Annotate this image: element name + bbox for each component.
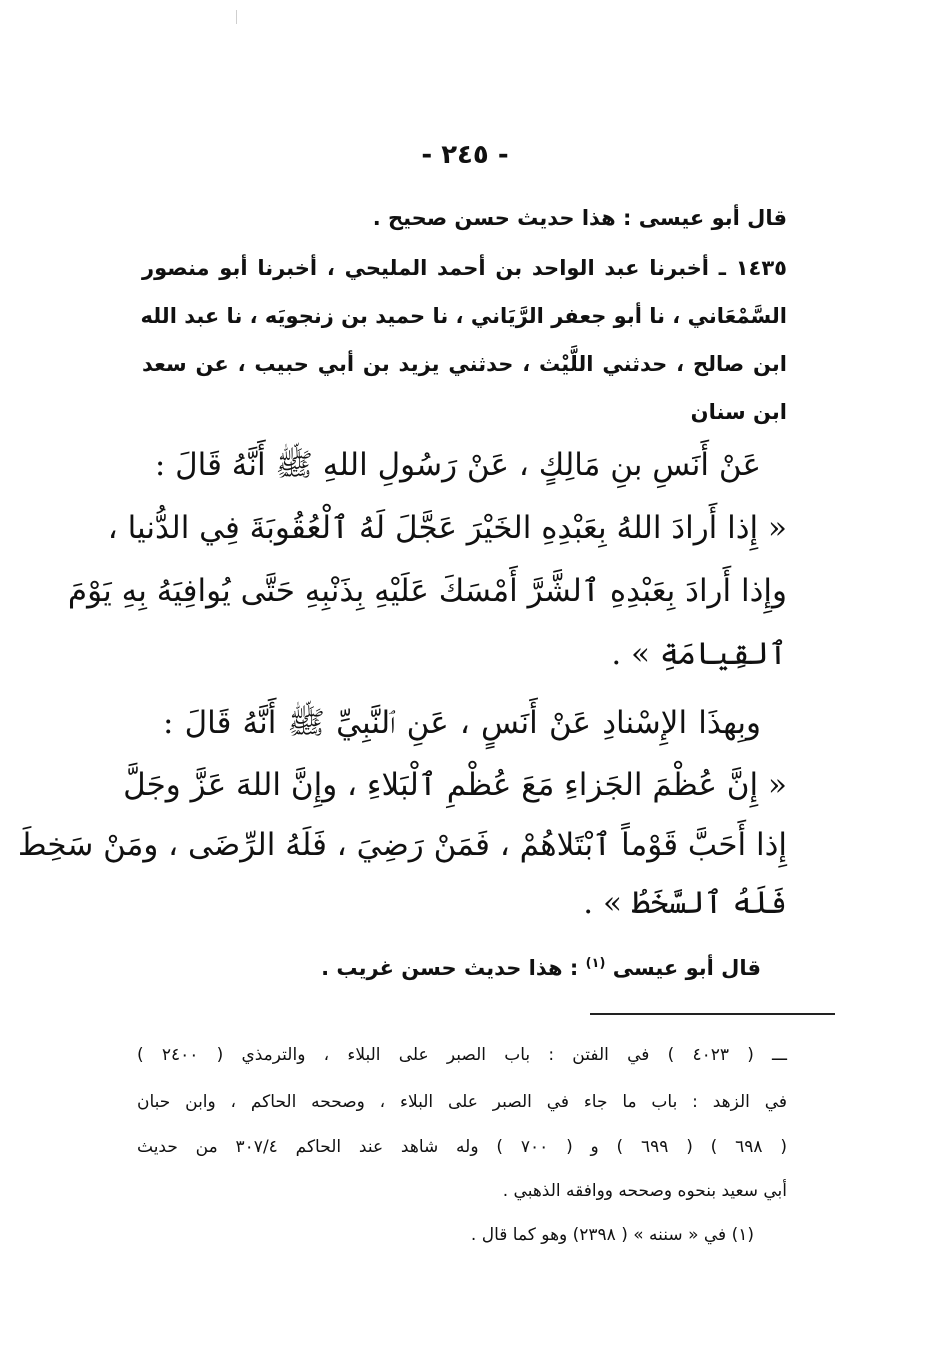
grading-verdict: : هذا حديث حسن غريب . <box>321 956 579 980</box>
hadith-1-line-1: عَنْ أَنَسِ بنِ مَالِكٍ ، عَنْ رَسُولِ اللهِ ﷺ أَنَّهُ قَالَ : <box>154 447 761 483</box>
hadith-2-line-4: فَلَهُ ٱلسَّخَطُ » . <box>583 885 787 921</box>
footnote-line-4: أبي سعيد بنحوه وصححه ووافقه الذهبي . <box>502 1181 787 1201</box>
page-number: - ٢٤٥ - <box>421 140 509 170</box>
hadith-1-line-2: « إِذا أَرادَ اللهُ بِعَبْدِهِ الخَيْرَ عَجَّلَ لَهُ ٱلْعُقُوبَةَ فِي الدُّنيا ، <box>107 510 787 546</box>
grading-text: قال أبو عيسى <box>612 956 761 980</box>
hadith-2-line-2: « إِنَّ عُظْمَ الجَزاءِ مَعَ عُظْمِ ٱلْبَلاءِ ، وإِنَّ اللهَ عَزَّ وجَلَّ <box>123 767 787 803</box>
hadith-1-line-4: ٱلقِيامَةِ » . <box>611 636 787 672</box>
footnote-marker: (١) <box>585 956 606 971</box>
isnad-line-4: ابن سنان <box>690 400 787 424</box>
hadith-2-line-3: إِذا أَحَبَّ قَوْماً ٱبْتَلاهُمْ ، فَمَنْ رَضِيَ ، فَلَهُ الرِّضَى ، ومَنْ سَخِطَ <box>17 827 787 863</box>
footnote-line-1: ـــ ( ٤٠٢٣ ) في الفتن : باب الصبر على البلاء ، والترمذي ( ٢٤٠٠ ) <box>137 1045 787 1065</box>
isnad-line-2: السَّمْعَاني ، نا أبو جعفر الرَّيَاني ، نا حميد بن زنجويَه ، نا عبد الله <box>140 304 787 328</box>
grading-line-2 <box>281 944 761 988</box>
hadith-1-line-3: وإِذا أَرادَ بِعَبْدِهِ ٱلشَّرَّ أَمْسَكَ عَلَيْهِ بِذَنْبِهِ حَتَّى يُوافِيَهُ بِهِ يَوْمَ <box>67 573 787 609</box>
isnad-line-3: ابن صالح ، حدثني اللَّيْث ، حدثني يزيد بن أبي حبيب ، عن سعد <box>142 352 787 376</box>
footnote-divider <box>590 1013 835 1015</box>
note-1: (١) في « سننه » ( ٢٣٩٨) وهو كما قال . <box>470 1225 754 1245</box>
scan-mark <box>236 10 237 24</box>
isnad-line-1: ١٤٣٥ ـ أخبرنا عبد الواحد بن أحمد المليحي ، أخبرنا أبو منصور <box>142 256 787 280</box>
footnote-line-2: في الزهد : باب ما جاء في الصبر على البلاء ، وصححه الحاكم ، وابن حبان <box>137 1092 787 1112</box>
footnote-line-3: ( ٦٩٨ ) ( ٦٩٩ ) و ( ٧٠٠ ) وله شاهد عند الحاكم ٣٠٧/٤ من حديث <box>137 1137 787 1157</box>
grading-line-1: قال أبو عيسى : هذا حديث حسن صحيح . <box>372 206 787 230</box>
hadith-2-line-1: وبِهذَا الإِسْنادِ عَنْ أَنَسٍ ، عَنِ ٱلنَّبِيِّ ﷺ أَنَّهُ قَالَ : <box>163 705 761 741</box>
